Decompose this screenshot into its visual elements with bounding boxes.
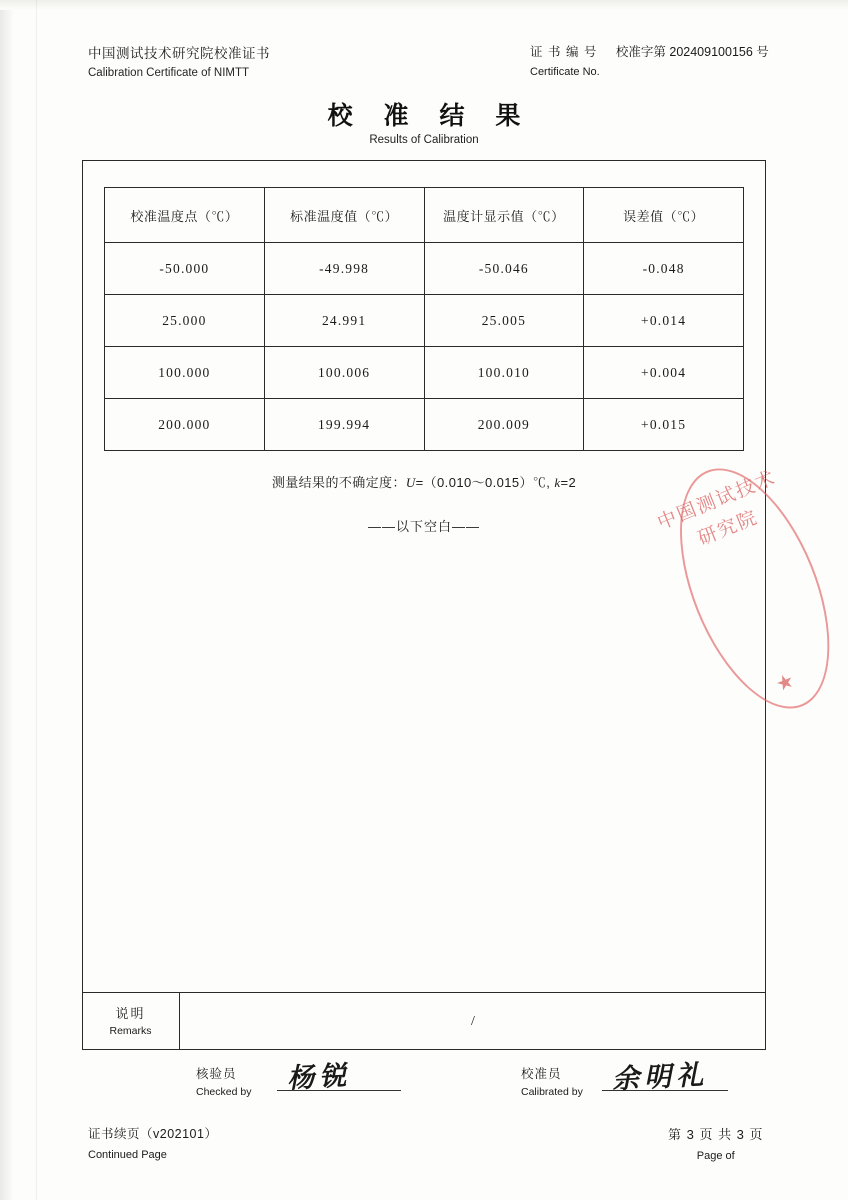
certificate-number-block bbox=[530, 42, 810, 78]
remarks-label-cn: 说明 bbox=[115, 1006, 146, 1021]
calibrated-by-block bbox=[521, 1064, 583, 1098]
scan-fold-line bbox=[36, 0, 37, 1200]
cell-calibration-point: 200.000 bbox=[105, 399, 265, 451]
seal-star-icon: ★ bbox=[772, 669, 798, 697]
scan-edge-left bbox=[0, 0, 14, 1200]
table-row bbox=[105, 399, 744, 451]
cell-error-value: -0.048 bbox=[584, 243, 744, 295]
cell-error-value: +0.015 bbox=[584, 399, 744, 451]
cell-calibration-point: 100.000 bbox=[105, 347, 265, 399]
calibrated-by-signature: 余明礼 bbox=[611, 1059, 709, 1096]
col-header-indicated-value: 温度计显示值（℃） bbox=[424, 188, 584, 243]
blank-below-note: ——以下空白—— bbox=[367, 519, 480, 534]
uncertainty-symbol: U bbox=[405, 475, 416, 490]
checked-by-block bbox=[196, 1064, 251, 1098]
page-title-cn: 校 准 结 果 bbox=[327, 102, 533, 130]
certificate-number-value: 校准字第 202409100156 号 bbox=[615, 45, 769, 59]
checked-by-label-en: Checked by bbox=[196, 1086, 252, 1098]
cell-standard-value: 100.006 bbox=[264, 347, 424, 399]
remarks-value: / bbox=[471, 1014, 475, 1029]
table-row bbox=[105, 243, 744, 295]
table-row bbox=[105, 347, 744, 399]
footer-continued-block bbox=[88, 1124, 217, 1161]
cell-standard-value: 199.994 bbox=[264, 399, 424, 451]
footer-continued-en: Continued Page bbox=[88, 1149, 167, 1161]
checked-by-signature: 杨锐 bbox=[286, 1060, 352, 1095]
certificate-number-label-en: Certificate No. bbox=[530, 66, 600, 78]
cell-indicated-value: 100.010 bbox=[424, 347, 584, 399]
col-header-calibration-point: 校准温度点（℃） bbox=[105, 188, 265, 243]
table-header-row bbox=[105, 188, 744, 243]
org-name-cn: 中国测试技术研究院校准证书 bbox=[88, 46, 270, 61]
org-name-en: Calibration Certificate of NIMTT bbox=[88, 67, 250, 79]
calibration-results-table bbox=[104, 187, 744, 451]
footer-page-cn: 第 3 页 共 3 页 bbox=[668, 1127, 764, 1142]
cell-error-value: +0.014 bbox=[584, 295, 744, 347]
remarks-label bbox=[82, 993, 180, 1050]
certificate-org-header bbox=[88, 42, 468, 79]
cell-indicated-value: -50.046 bbox=[424, 243, 584, 295]
coverage-factor-value: =2 bbox=[560, 475, 577, 490]
footer-continued-cn: 证书续页（v202101） bbox=[88, 1127, 218, 1141]
certificate-number-line bbox=[530, 42, 810, 60]
remarks-row bbox=[82, 992, 766, 1050]
cell-calibration-point: -50.000 bbox=[105, 243, 265, 295]
cell-error-value: +0.004 bbox=[584, 347, 744, 399]
table-row bbox=[105, 295, 744, 347]
footer-page-block bbox=[668, 1124, 764, 1162]
uncertainty-value: =（0.010～0.015）℃, bbox=[415, 475, 555, 490]
remarks-label-en: Remarks bbox=[109, 1025, 152, 1037]
cell-standard-value: 24.991 bbox=[264, 295, 424, 347]
page-title-en: Results of Calibration bbox=[369, 134, 479, 146]
col-header-error-value: 误差值（℃） bbox=[584, 188, 744, 243]
scan-edge-top bbox=[0, 0, 848, 10]
coverage-factor-symbol: k bbox=[554, 475, 561, 490]
certificate-number-label-cn: 证 书 编 号 bbox=[530, 45, 598, 59]
uncertainty-label: 测量结果的不确定度： bbox=[271, 475, 406, 490]
uncertainty-statement bbox=[0, 472, 848, 491]
seal-text: 中国测试技术研究院 bbox=[654, 466, 780, 551]
cell-standard-value: -49.998 bbox=[264, 243, 424, 295]
cell-calibration-point: 25.000 bbox=[105, 295, 265, 347]
col-header-standard-value: 标准温度值（℃） bbox=[264, 188, 424, 243]
cell-indicated-value: 25.005 bbox=[424, 295, 584, 347]
calibrated-by-label-en: Calibrated by bbox=[521, 1086, 583, 1098]
footer-page-en: Page of bbox=[696, 1150, 735, 1162]
checked-by-label-cn: 核验员 bbox=[196, 1067, 237, 1081]
cell-indicated-value: 200.009 bbox=[424, 399, 584, 451]
calibrated-by-label-cn: 校准员 bbox=[521, 1067, 562, 1081]
